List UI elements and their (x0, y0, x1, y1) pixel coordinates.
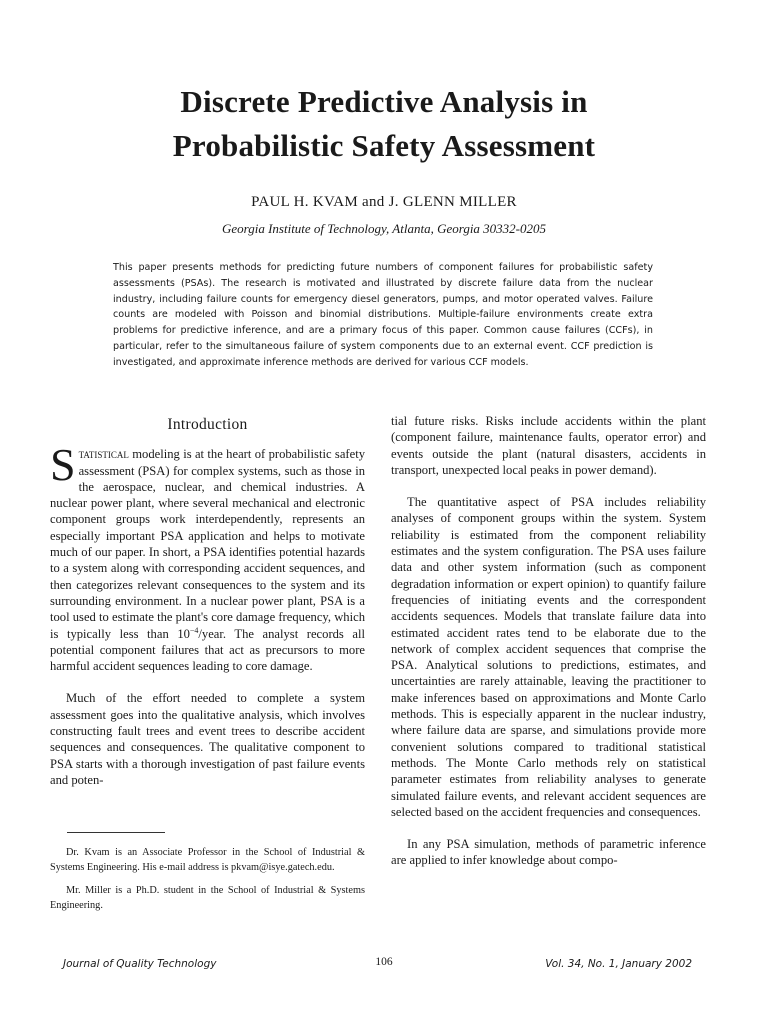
title-line-2: Probabilistic Safety Assessment (172, 128, 596, 163)
small-caps-lead: tatistical (78, 447, 129, 462)
frequency-exponent: −4 (189, 625, 199, 635)
footer-journal-name: Journal of Quality Technology (63, 958, 217, 970)
intro-paragraph-1-text-a: modeling is at the heart of probabilistic safety assessment (PSA) for complex systems, such as those in the aerospace, nuclear, and chemical industries. A nuclear power plant, where several mechanical and electronic component groups work interdependently, represents an especially important PSA application and helps to motivate much of our paper. In short, a PSA identifies potential hazards to a system along with corresponding accident sequences, and then categorizes relevant consequences to the system and its surrounding environment. In a nuclear power plant, PSA is a tool used to estimate the plant's core damage frequency, which is typically less than (50, 447, 365, 641)
frequency-base: 10 (177, 626, 190, 641)
left-column (50, 415, 365, 804)
footnote-divider (67, 832, 165, 833)
intro-paragraph-1 (50, 439, 365, 674)
intro-paragraph-1-text-b: /year. The analyst records all potential component failures that act as precursors to more harmful accident sequences leading to core damage. (50, 626, 365, 674)
author-affiliation: Georgia Institute of Technology, Atlanta, Georgia 30332-0205 (221, 221, 547, 236)
section-heading-introduction: Introduction (167, 416, 248, 433)
right-column (391, 413, 706, 885)
right-paragraph-3: In any PSA simulation, methods of parametric inference are applied to infer knowledge about compo- (391, 837, 706, 868)
right-paragraph-2: The quantitative aspect of PSA includes reliability analyses of component groups within the system. System reliability is estimated from the component reliability estimates and the system configuration. The PSA uses failure data and other system information (such as component degradation information or expert opinion) to quantify failure frequencies of initiating events and the correspondent accidents sequences. Models that translate failure data into estimated accident rates tend to be elaborate due to the network of complex accident sequences that comprise the PSA. Analytical solutions to predictions, estimates, and uncertainties are rarely attainable, leaving the practitioner to make inferences based on approximations and Monte Carlo methods. This is especially apparent in the nuclear industry, where failure data are sparse, and simulations provide more convenient solutions compared to traditional statistical methods. The Monte Carlo methods rely on statistical parameter estimates from reliability analyses to generate simulated failure events, and relevant accident sequences are selected based on the accident frequencies and consequences. (391, 495, 706, 819)
footer-page-number: 106 (375, 956, 393, 968)
title-line-1: Discrete Predictive Analysis in (180, 84, 588, 119)
intro-paragraph-2: Much of the effort needed to complete a system assessment goes into the qualitative analysis, which involves constructing fault trees and event trees to describe accident sequences and consequences. The qualitative component to PSA starts with a thorough investigation of past failure events and poten- (50, 691, 365, 787)
author-names: PAUL H. KVAM and J. GLENN MILLER (251, 194, 517, 210)
footnote-miller: Mr. Miller is a Ph.D. student in the School of Industrial & Systems Engineering. (50, 885, 365, 911)
drop-cap: S (50, 439, 76, 491)
footer-volume-issue: Vol. 34, No. 1, January 2002 (545, 958, 692, 970)
right-paragraph-1: tial future risks. Risks include accidents within the plant (component failure, maintenance faults, operator error) and events outside the plant (natural disasters, accidents in transport, unexpected local peaks in power demand). (391, 414, 706, 477)
footnotes (50, 845, 365, 921)
paper-title (0, 80, 768, 168)
abstract: This paper presents methods for predicting future numbers of component failures for probabilistic safety assessments (PSAs). The research is motivated and illustrated by discrete failure data from the nuclear industry, including failure counts for emergency diesel generators, pumps, and motor operated valves. Failure counts are modeled with Poisson and binomial distributions. Multiple-failure environments create extra problems for predictive inference, and are a primary focus of this paper. Common cause failures (CCFs), in particular, refer to the simultaneous failure of system components due to an external event. CCF prediction is investigated, and approximate inference methods are derived for various CCF models. (113, 262, 653, 368)
footnote-kvam: Dr. Kvam is an Associate Professor in the School of Industrial & Systems Engineering. His e-mail address is pkvam@isye.gatech.edu. (50, 847, 365, 873)
